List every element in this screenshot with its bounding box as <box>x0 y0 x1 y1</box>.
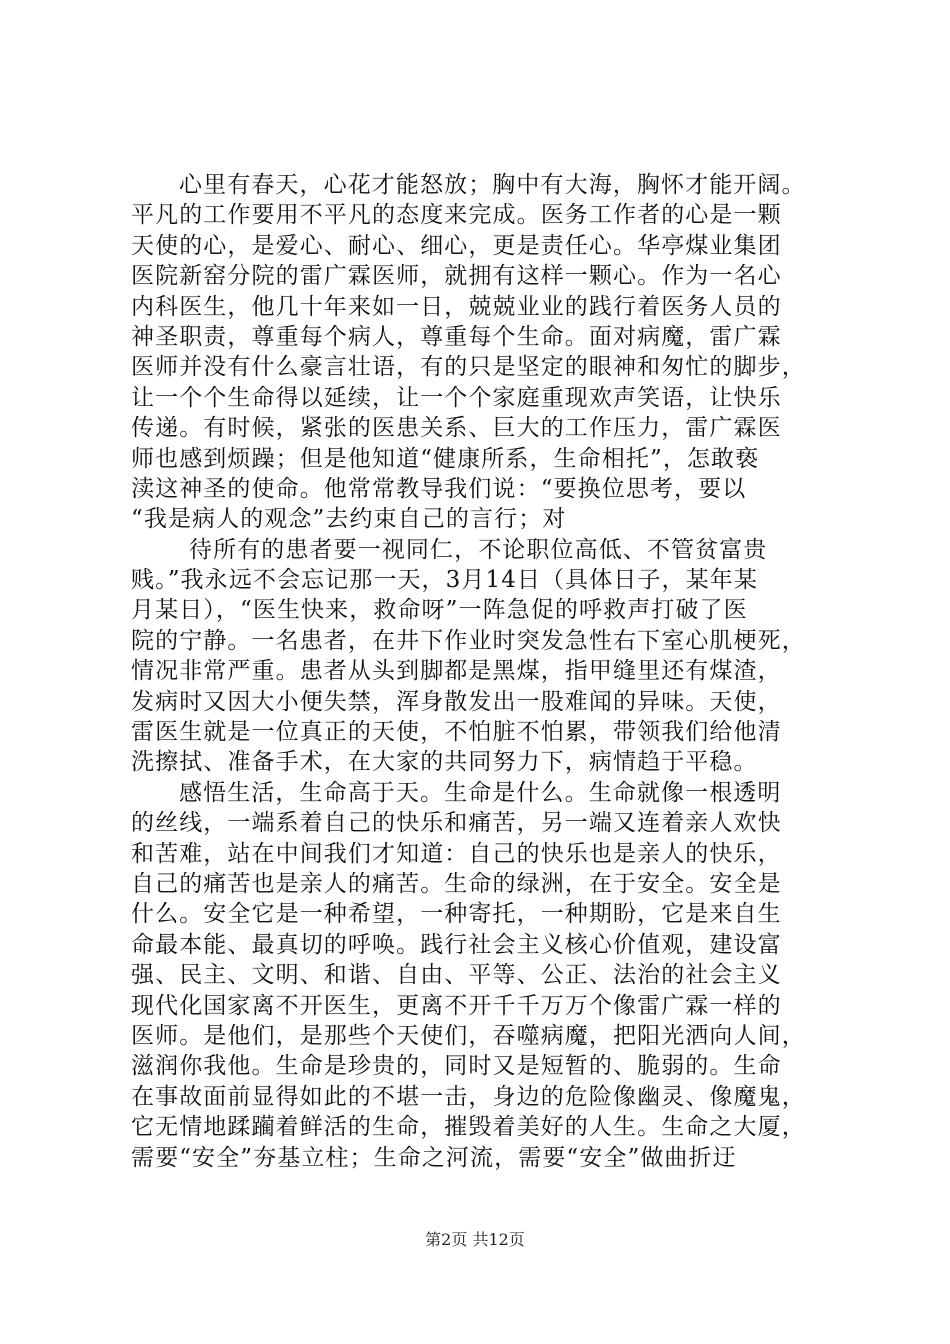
page-number: 第2页 共12页 <box>425 1230 525 1249</box>
paragraph-line: 滋润你我他。生命是珍贵的，同时又是短暂的、脆弱的。生命 <box>131 1053 782 1080</box>
body-text <box>131 170 831 1173</box>
paragraph-line: 渎这神圣的使命。他常常教导我们说：“要换位思考，要以 <box>131 475 747 502</box>
paragraph-line: 情况非常严重。患者从头到脚都是黑煤，指甲缝里还有煤渣， <box>131 658 782 685</box>
paragraph-line: 现代化国家离不开医生，更离不开千千万万个像雷广霖一样的 <box>131 992 782 1019</box>
paragraph-line: 心里有春天，心花才能怒放；胸中有大海，胸怀才能开阔。 <box>179 172 806 198</box>
paragraph-line: 月某日），“医生快来，救命呀”一阵急促的呼救声打破了医 <box>131 597 748 624</box>
paragraph-line: 的丝线，一端系着自己的快乐和痛苦，另一端又连着亲人欢快 <box>131 810 782 837</box>
paragraph-line: 在事故面前显得如此的不堪一击，身边的危险像幽灵、像魔鬼， <box>131 1083 806 1110</box>
paragraph-line: 它无情地蹂躏着鲜活的生命，摧毁着美好的人生。生命之大厦， <box>131 1114 806 1141</box>
paragraph-line: 命最本能、最真切的呼唤。践行社会主义核心价值观，建设富 <box>131 931 782 958</box>
paragraph-line: 和苦难，站在中间我们才知道：自己的快乐也是亲人的快乐， <box>131 840 782 867</box>
paragraph-line: 什么。安全它是一种希望，一种寄托，一种期盼，它是来自生 <box>131 901 782 928</box>
paragraph-line: 洗擦拭、准备手术，在大家的共同努力下，病情趋于平稳。 <box>131 749 758 776</box>
paragraph-line: 天使的心，是爱心、耐心、细心，更是责任心。华亭煤业集团 <box>131 232 782 259</box>
paragraph-line: 师也感到烦躁；但是他知道“健康所系，生命相托”，怎敢亵 <box>131 445 760 472</box>
paragraph-line: 待所有的患者要一视同仁，不论职位高低、不管贫富贵 <box>189 536 768 563</box>
paragraph-line: 贱。”我永远不会忘记那一天，3月14日（具体日子，某年某 <box>131 567 758 594</box>
paragraph-line: 医师。是他们，是那些个天使们，吞噬病魔，把阳光洒向人间， <box>131 1022 806 1049</box>
paragraph-line: “我是病人的观念”去约束自己的言行；对 <box>131 506 567 533</box>
paragraph-line: 雷医生就是一位真正的天使，不怕脏不怕累，带领我们给他清 <box>131 719 782 746</box>
paragraph-line: 让一个个生命得以延续，让一个个家庭重现欢声笑语，让快乐 <box>131 384 782 411</box>
paragraph-line: 平凡的工作要用不平凡的态度来完成。医务工作者的心是一颗 <box>131 202 782 229</box>
paragraph-line: 院的宁静。一名患者，在井下作业时突发急性右下室心肌梗死， <box>131 627 806 654</box>
paragraph-line: 神圣职责，尊重每个病人，尊重每个生命。面对病魔，雷广霖 <box>131 323 782 350</box>
paragraph-line: 需要“安全”夯基立柱；生命之河流，需要“安全”做曲折迂 <box>131 1144 737 1171</box>
paragraph-line: 感悟生活，生命高于天。生命是什么。生命就像一根透明 <box>179 779 782 806</box>
paragraph-line: 发病时又因大小便失禁，浑身散发出一股难闻的异味。天使， <box>131 688 782 715</box>
paragraph-line: 内科医生，他几十年来如一日，兢兢业业的践行着医务人员的 <box>131 293 782 320</box>
paragraph-line: 强、民主、文明、和谐、自由、平等、公正、法治的社会主义 <box>131 962 782 989</box>
paragraph-line: 医师并没有什么豪言壮语，有的只是坚定的眼神和匆忙的脚步， <box>131 354 806 381</box>
paragraph-line: 传递。有时候，紧张的医患关系、巨大的工作压力，雷广霖医 <box>131 415 782 442</box>
paragraph-line: 医院新窑分院的雷广霖医师，就拥有这样一颗心。作为一名心 <box>131 263 782 290</box>
paragraph-line: 自己的痛苦也是亲人的痛苦。生命的绿洲，在于安全。安全是 <box>131 870 782 897</box>
